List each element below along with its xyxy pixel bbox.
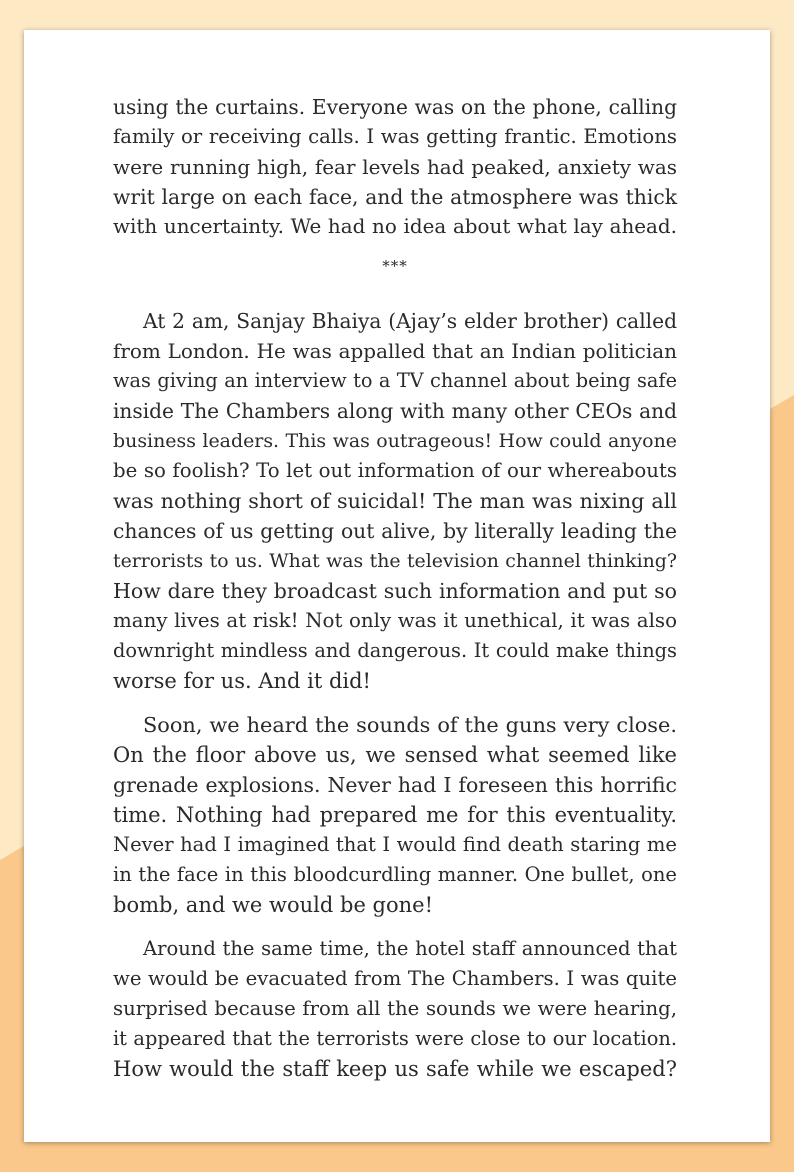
paragraph-3 xyxy=(113,710,677,920)
text-line: business leaders. This was outrageous! How could anyone xyxy=(113,430,677,452)
text-line: using the curtains. Everyone was on the phone, calling xyxy=(113,95,677,119)
page-text xyxy=(113,92,677,1084)
text-line: inside The Chambers along with many other CEOs and xyxy=(113,399,677,423)
text-line: On the floor above us, we sensed what seemed like xyxy=(113,743,677,767)
text-line: many lives at risk! Not only was it unethical, it was also xyxy=(113,609,677,632)
book-page xyxy=(24,30,770,1142)
text-line: was giving an interview to a TV channel about being safe xyxy=(113,369,677,392)
text-line: writ large on each face, and the atmosphere was thick xyxy=(113,185,677,209)
text-line: in the face in this bloodcurdling manner. One bullet, one xyxy=(113,863,677,886)
text-line: bomb, and we would be gone! xyxy=(113,893,434,917)
text-line: terrorists to us. What was the television channel thinking? xyxy=(113,550,677,572)
paragraph-2 xyxy=(113,306,677,696)
text-line: grenade explosions. Never had I foreseen this horrific xyxy=(113,773,677,797)
text-line: time. Nothing had prepared me for this eventuality. xyxy=(113,803,677,827)
text-line: it appeared that the terrorists were close to our location. xyxy=(113,1027,677,1050)
text-line: Soon, we heard the sounds of the guns very close. xyxy=(143,713,677,737)
text-line: downright mindless and dangerous. It could make things xyxy=(113,639,677,662)
text-line: chances of us getting out alive, by literally leading the xyxy=(113,519,677,543)
paragraph-1 xyxy=(113,92,677,242)
section-separator: *** xyxy=(382,257,408,275)
text-line: Never had I imagined that I would find death staring me xyxy=(113,833,677,856)
text-line: family or receiving calls. I was getting frantic. Emotions xyxy=(113,125,677,148)
text-line: How would the staff keep us safe while we escaped? xyxy=(113,1057,677,1081)
paragraph-4 xyxy=(113,934,677,1084)
text-line: surprised because from all the sounds we were hearing, xyxy=(113,997,677,1020)
text-line: Around the same time, the hotel staff announced that xyxy=(143,937,677,960)
text-line: with uncertainty. We had no idea about what lay ahead. xyxy=(113,215,677,238)
text-line: was nothing short of suicidal! The man was nixing all xyxy=(113,489,677,513)
text-line: from London. He was appalled that an Indian politician xyxy=(113,339,677,363)
text-line: At 2 am, Sanjay Bhaiya (Ajay’s elder brother) called xyxy=(143,309,677,333)
text-line: were running high, fear levels had peaked, anxiety was xyxy=(113,155,677,179)
text-line: How dare they broadcast such information and put so xyxy=(113,579,677,603)
text-line: we would be evacuated from The Chambers. I was quite xyxy=(113,967,677,990)
text-line: worse for us. And it did! xyxy=(113,669,371,693)
text-line: be so foolish? To let out information of our whereabouts xyxy=(113,459,677,482)
